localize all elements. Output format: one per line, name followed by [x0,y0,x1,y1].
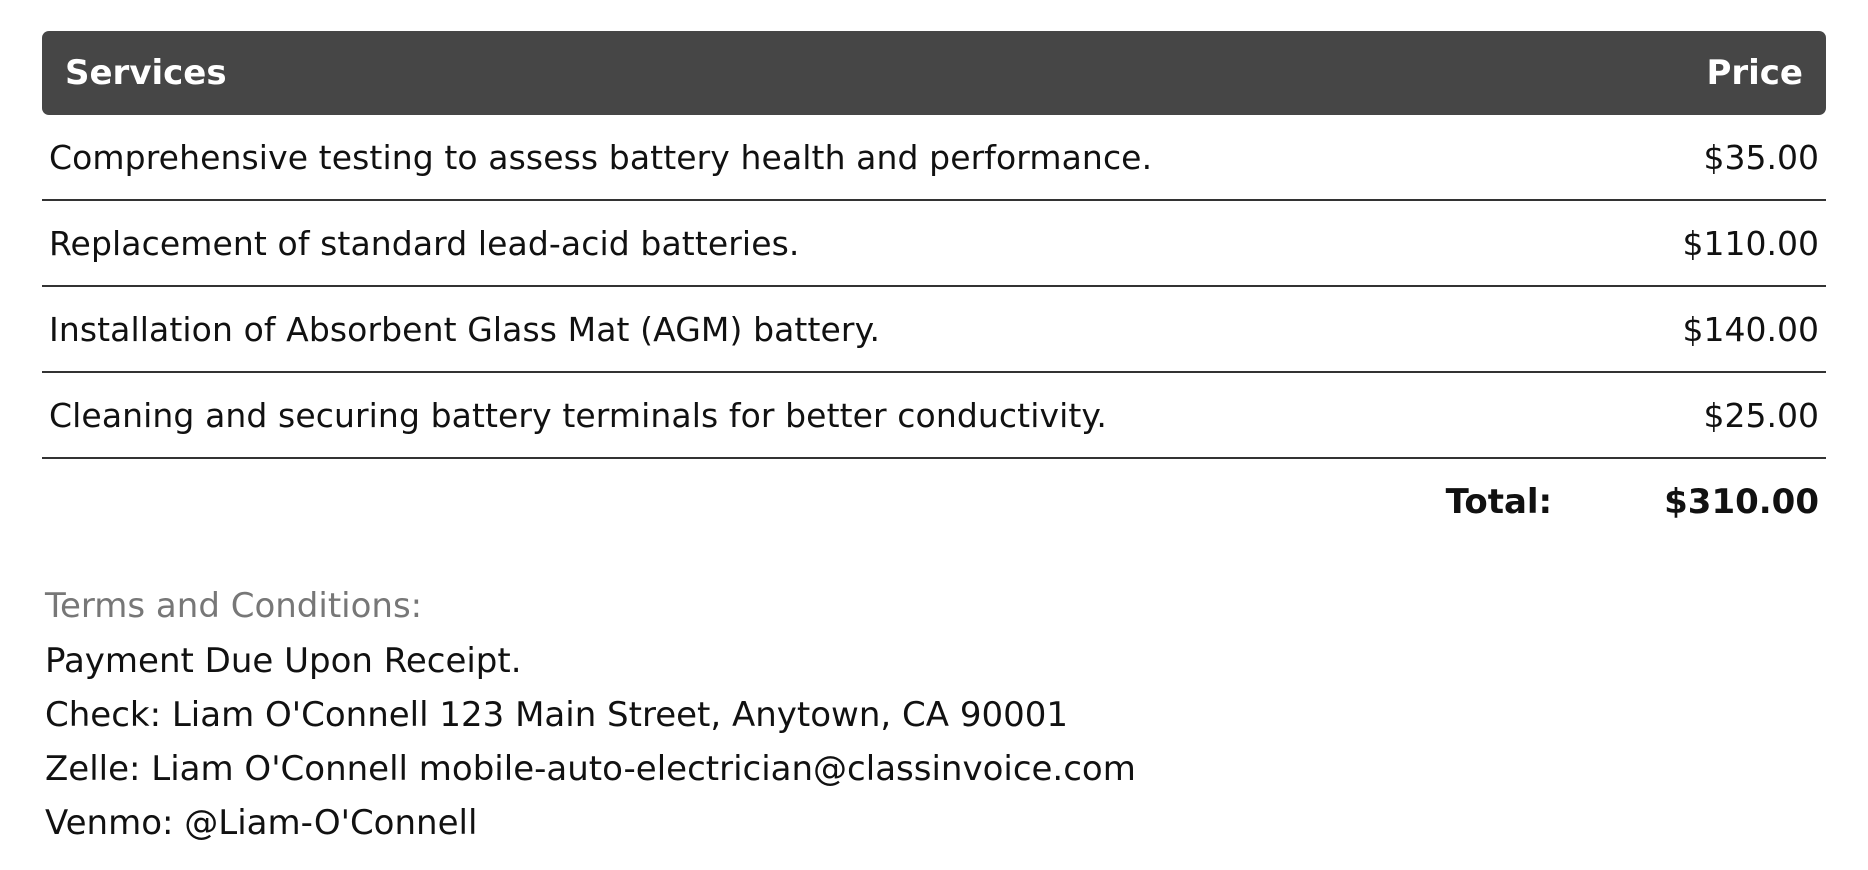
service-price: $140.00 [1682,309,1819,349]
total-row [42,459,1826,545]
venmo-payment-line: Venmo: @Liam-O'Connell [45,803,478,843]
services-table [42,31,1826,545]
zelle-payment-line: Zelle: Liam O'Connell mobile-auto-electrician@classinvoice.com [45,749,1136,789]
table-header [42,31,1826,115]
check-payment-line: Check: Liam O'Connell 123 Main Street, Anytown, CA 90001 [45,695,1068,735]
table-row [42,373,1826,459]
table-row [42,115,1826,201]
terms-title: Terms and Conditions: [45,586,423,626]
service-description: Installation of Absorbent Glass Mat (AGM) battery. [49,309,881,349]
service-description: Comprehensive testing to assess battery health and performance. [49,137,1153,177]
terms-section [45,578,1345,850]
total-label: Total: [1445,482,1553,522]
service-description: Cleaning and securing battery terminals for better conductivity. [49,395,1107,435]
total-value: $310.00 [1664,482,1819,522]
table-row [42,287,1826,373]
services-column-header: Services [65,53,227,93]
service-price: $25.00 [1703,395,1819,435]
service-price: $110.00 [1682,223,1819,263]
table-row [42,201,1826,287]
price-column-header: Price [1706,53,1803,93]
payment-due-line: Payment Due Upon Receipt. [45,641,522,681]
service-description: Replacement of standard lead-acid batteries. [49,223,800,263]
service-price: $35.00 [1703,137,1819,177]
